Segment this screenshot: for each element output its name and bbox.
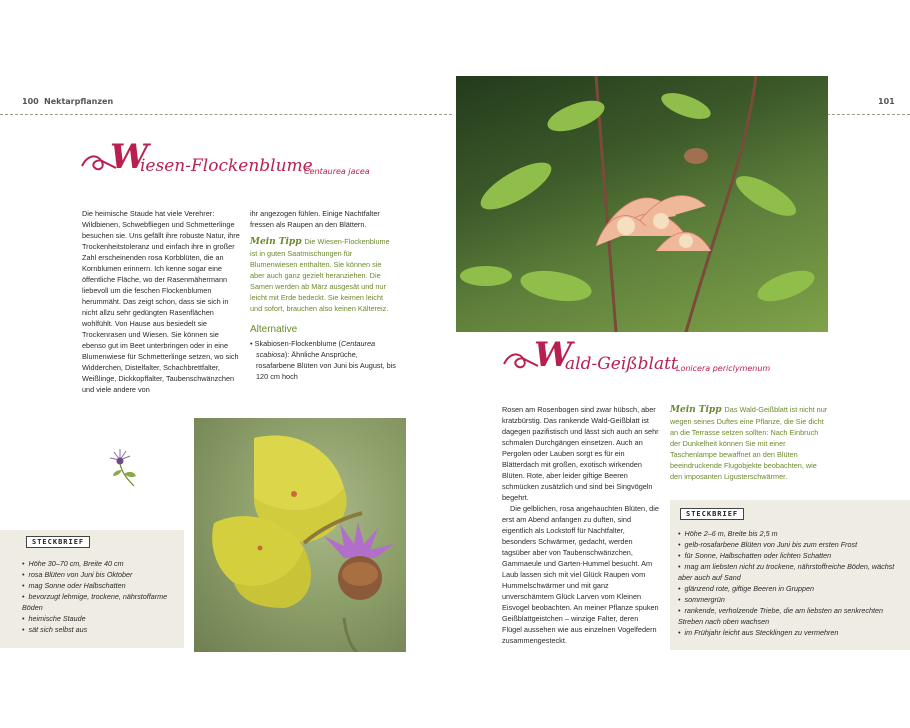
alternative-heading: Alternative (250, 324, 298, 335)
left-steckbrief-label: STECKBRIEF (26, 536, 90, 548)
left-latin-name: Centaurea jacea (304, 167, 370, 176)
list-item: • mag am liebsten nicht zu trockene, nährstoffreiche Böden, wächst aber auch auf Sand (678, 561, 906, 583)
right-title-initial: W (534, 335, 573, 375)
left-paragraph: Die heimische Staude hat viele Verehrer: Wildbienen, Schwebfliegen und Schmetterlinge besuchen sie. Uns gefällt ihre robuste Natur, ihre Trockenheitstoleranz und einfach ihre in großer Zahl erscheinenden rosa Korbblüten, die an Kornblumen erinnern. Ich kenne sogar eine öffentliche Fläche, wo der Rasenmähermann liebevoll um die feschen Flockenblumen herummäht. Das zeigt schon, dass sie sich in nicht allzu sehr gedüngten Rasenflächen wohlfühlt. Von Hause aus besiedelt sie Trockenrasen und Wiesen. Sie können sie ebenso gut im Beet unterbringen oder in eine Blumenwiese für Schmetterlinge setzen, wo sich Widderchen, Distelfalter, Schachbrettfalter, Weißlinge, Dickkopffalter, Taubenschwänzchen und viele andere von (82, 209, 240, 394)
honeysuckle-illustration (456, 76, 828, 332)
left-header-divider (0, 114, 452, 115)
list-item: • rankende, verholzende Triebe, die am liebsten an senkrechten Streben nach oben wachsen (678, 605, 906, 627)
right-steckbrief-label: STECKBRIEF (680, 508, 744, 520)
list-item: • bevorzugt lehmige, trockene, nährstoffarme Böden (22, 591, 180, 613)
left-page-number: 100 (22, 97, 39, 106)
list-item: • im Frühjahr leicht aus Stecklingen zu vermehren (678, 627, 906, 638)
left-column-1 (82, 208, 242, 395)
right-steckbrief (670, 500, 910, 650)
left-steckbrief-list (22, 558, 180, 635)
alternative-item-rest: ): Ähnliche Ansprüche, rosafarbene Blüten von Juni bis August, bis 120 cm hoch (256, 350, 396, 381)
right-page-number: 101 (878, 97, 895, 106)
right-column-2 (670, 404, 830, 482)
right-steckbrief-list (678, 528, 906, 638)
right-paragraph: Die gelblichen, rosa angehauchten Blüten, die erst am Abend anfangen zu duften, sind eigentlich als Lockstoff für Nachtfalter, besonders Schwärmer, gedacht, werden tagsüber aber von Taubenschwänzchen, Gammaeule und Garten-Hummel besucht. Am Laub lassen sich mit viel Glück Raupen vom Hummelschwärmer und mit ganz unverschämtem Glück Larven vom Kleinen Eisvogel beobachten. An meiner Pflanze spuken Geißblattgeistchen – winzige Falter, deren Flügel aussehen wie aus einzelnen Vogelfedern zusammengesteckt. (502, 504, 659, 645)
left-section-title: Nektarpflanzen (44, 97, 114, 106)
butterfly-illustration (194, 418, 406, 652)
alternative-item: • Skabiosen-Flockenblume (Centaurea scabiosa): Ähnliche Ansprüche, rosafarbene Blüten von Juni bis August, bis 120 cm hoch (250, 339, 396, 381)
left-col2-text: ihr angezogen fühlen. Einige Nachtfalter fressen als Raupen an den Blättern. (250, 209, 380, 229)
list-item: • heimische Staude (22, 613, 180, 624)
alternative-item-latin: Centaurea scabiosa (256, 339, 376, 359)
list-item: • sommergrün (678, 594, 906, 605)
list-item: • mag Sonne oder Halbschatten (22, 580, 180, 591)
list-item: • sät sich selbst aus (22, 624, 180, 635)
list-item: • glänzend rote, giftige Beeren in Gruppen (678, 583, 906, 594)
list-item: • für Sonne, Halbschatten oder lichten Schatten (678, 550, 906, 561)
left-tip-label: Mein Tipp (250, 237, 302, 247)
flower-sketch-icon (104, 446, 144, 490)
left-tip-text: Die Wiesen-Flockenblume ist in guten Saatmischungen für Blumenwiesen enthalten. Sie können sie aber auch ganz gezielt heranziehen. Die Samen werden ab März ausgesät und nur leicht mit Erde bedeckt. Sie keimen leicht und sofort, brauchen also keinen Kältereiz. (250, 237, 390, 313)
list-item: • Höhe 2–6 m, Breite bis 2,5 m (678, 528, 906, 539)
honeysuckle-photo (456, 76, 828, 332)
right-column-1 (502, 404, 660, 646)
right-tip-label: Mein Tipp (670, 405, 722, 415)
left-title-initial: W (110, 137, 149, 177)
right-paragraph: Rosen am Rosenbogen sind zwar hübsch, aber kratzbürstig. Das rankende Wald-Geißblatt ist dagegen pazifistisch und lässt sich auch an sehr schmalen Durchgängen einsetzen. Auch an Pergolen oder Lauben sorgt es für ein Blätterdach mit großen, exotisch wirkenden Blüten. Rote, aber leider giftige Beeren schmücken zusätzlich und sind bei Singvögeln begehrt. (502, 405, 659, 502)
alternative-item-name: Skabiosen-Flockenblume ( (254, 339, 341, 348)
left-tip (250, 236, 396, 314)
right-tip-text: Das Wald-Geißblatt ist nicht nur wegen seines Duftes eine Pflanze, die Sie dicht an die Terrasse setzen sollten: Nach Einbruch der Dunkelheit können Sie mit einer Taschenlampe bewaffnet an den Blüten beeindruckende Flugobjekte beobachten, wie den imposanten Ligusterschwärmer. (670, 405, 828, 481)
right-tip (670, 404, 830, 482)
right-latin-name: Lonicera periclymenum (676, 364, 771, 373)
right-title-rest: ald-Geißblatt (565, 354, 678, 374)
list-item: • Höhe 30–70 cm, Breite 40 cm (22, 558, 180, 569)
left-title-rest: iesen-Flockenblume (140, 156, 313, 176)
list-item: • gelb-rosafarbene Blüten von Juni bis zum ersten Frost (678, 539, 906, 550)
list-item: • rosa Blüten von Juni bis Oktober (22, 569, 180, 580)
left-column-2 (250, 208, 396, 382)
butterfly-photo (194, 418, 406, 652)
left-steckbrief (0, 530, 184, 648)
